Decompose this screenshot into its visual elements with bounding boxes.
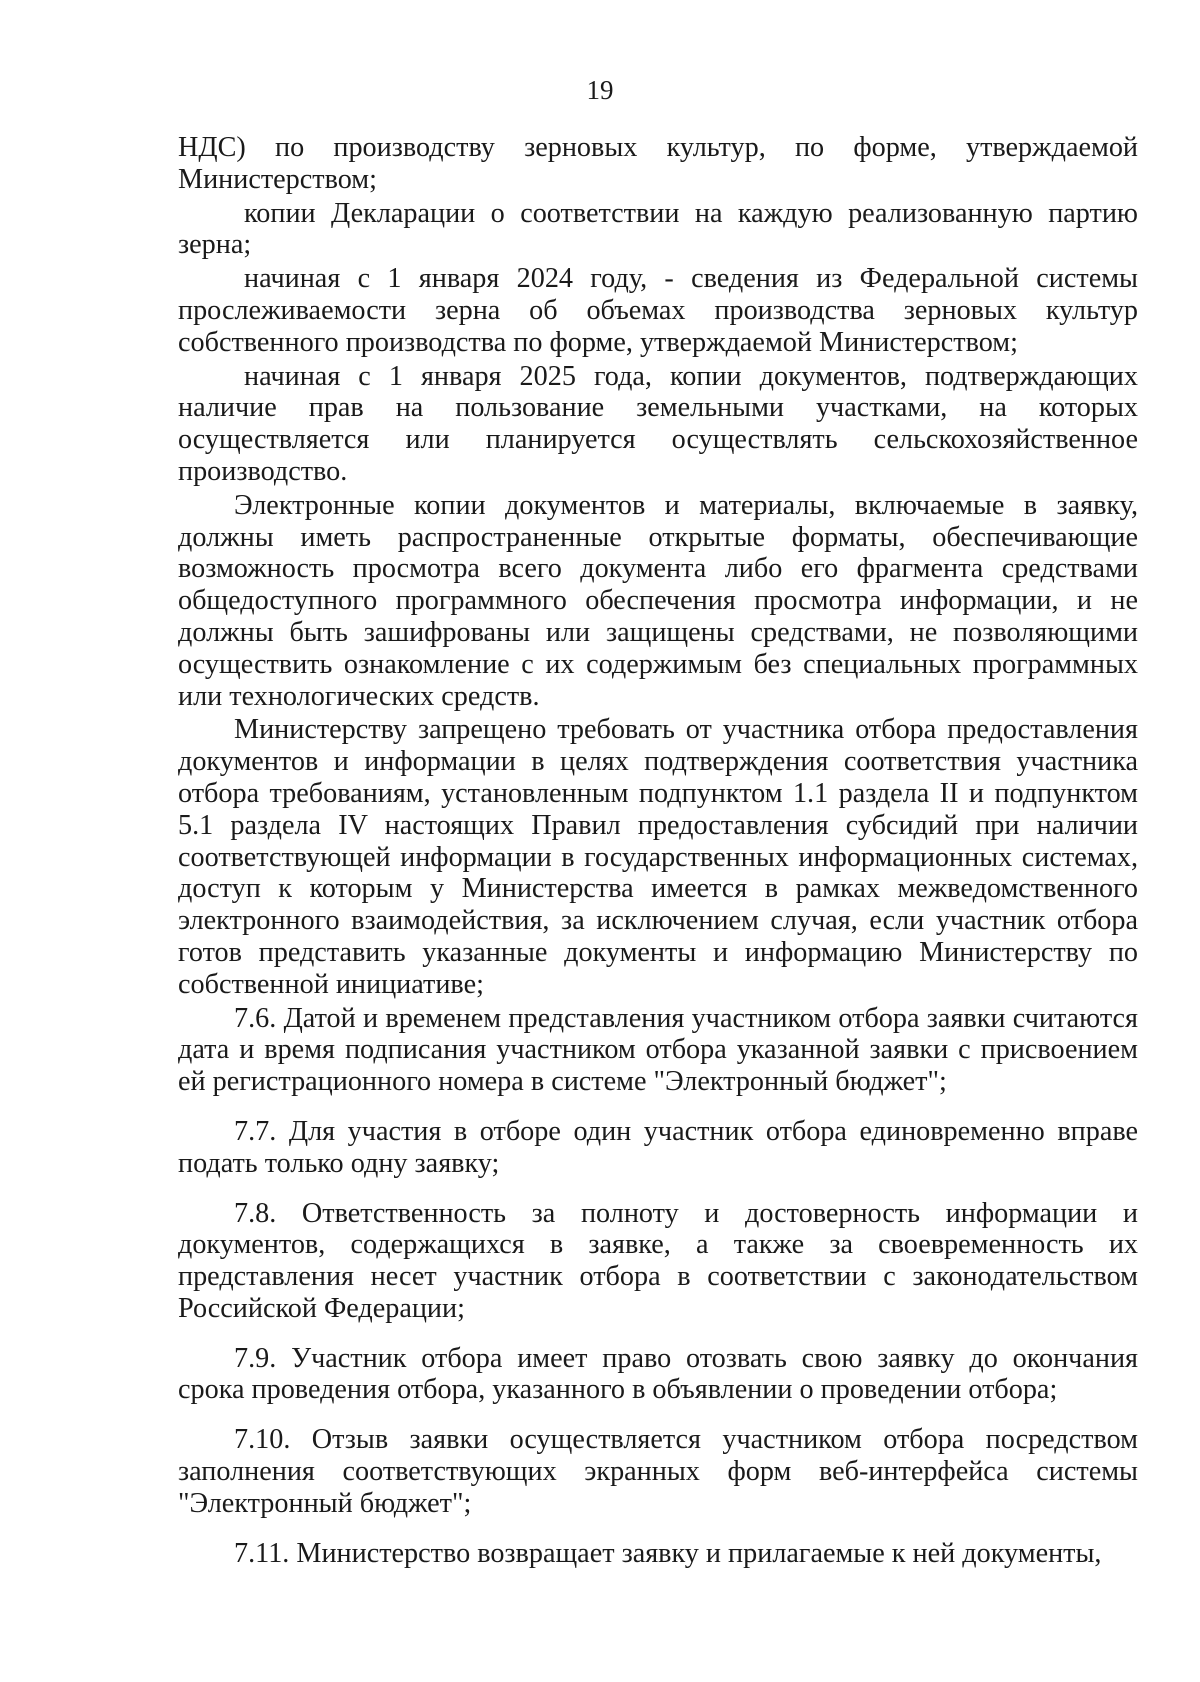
clause-7-6: 7.6. Датой и временем представления участником отбора заявки считаются дата и время подписания участником отбора указанной заявки с присвоением ей регистрационного номера в системе "Электронный бюджет";	[178, 1002, 1138, 1098]
document-body	[178, 132, 1138, 1569]
clause-7-11: 7.11. Министерство возвращает заявку и прилагаемые к ней документы,	[234, 1537, 1102, 1569]
paragraph-declaration-copies: копии Декларации о соответствии на каждую реализованную партию зерна;	[178, 197, 1138, 261]
clause-7-9: 7.9. Участник отбора имеет право отозвать свою заявку до окончания срока проведения отбора, указанного в объявлении о проведении отбора;	[178, 1342, 1138, 1406]
clause-7-8: 7.8. Ответственность за полноту и достоверность информации и документов, содержащихся в заявке, а также за своевременность их представления несет участник отбора в соответствии с законодательством Российской Федерации;	[178, 1197, 1138, 1324]
page-number: 19	[586, 75, 614, 105]
paragraph-vat-continuation: НДС) по производству зерновых культур, по форме, утверждаемой Министерством;	[178, 132, 1138, 195]
clause-7-7: 7.7. Для участия в отборе один участник отбора единовременно вправе подать только одну заявку;	[178, 1115, 1138, 1179]
paragraph-land-rights-2025: начиная с 1 января 2025 года, копии документов, подтверждающих наличие прав на пользование земельными участками, на которых осуществляется или планируется осуществлять сельскохозяйственное производство.	[178, 360, 1138, 487]
paragraph-ministry-prohibition: Министерству запрещено требовать от участника отбора предоставления документов и информации в целях подтверждения соответствия участника отбора требованиям, установленным подпунктом 1.1 раздела II и подпунктом 5.1 раздела IV настоящих Правил предоставления субсидий при наличии соответствующей информации в государственных информационных системах, доступ к которым у Министерства имеется в рамках межведомственного электронного взаимодействия, за исключением случая, если участник отбора готов представить указанные документы и информацию Министерству по собственной инициативе;	[178, 714, 1138, 1000]
paragraph-traceability-2024: начиная с 1 января 2024 году, - сведения из Федеральной системы прослеживаемости зерна об объемах производства зерновых культур собственного производства по форме, утверждаемой Министерством;	[178, 263, 1138, 358]
clause-7-10: 7.10. Отзыв заявки осуществляется участником отбора посредством заполнения соответствующих экранных форм веб-интерфейса системы "Электронный бюджет";	[178, 1424, 1138, 1519]
paragraph-electronic-copies: Электронные копии документов и материалы, включаемые в заявку, должны иметь распространенные открытые форматы, обеспечивающие возможность просмотра всего документа либо его фрагмента средствами общедоступного программного обеспечения просмотра информации, и не должны быть зашифрованы или защищены средствами, не позволяющими осуществить ознакомление с их содержимым без специальных программных или технологических средств.	[178, 489, 1138, 712]
